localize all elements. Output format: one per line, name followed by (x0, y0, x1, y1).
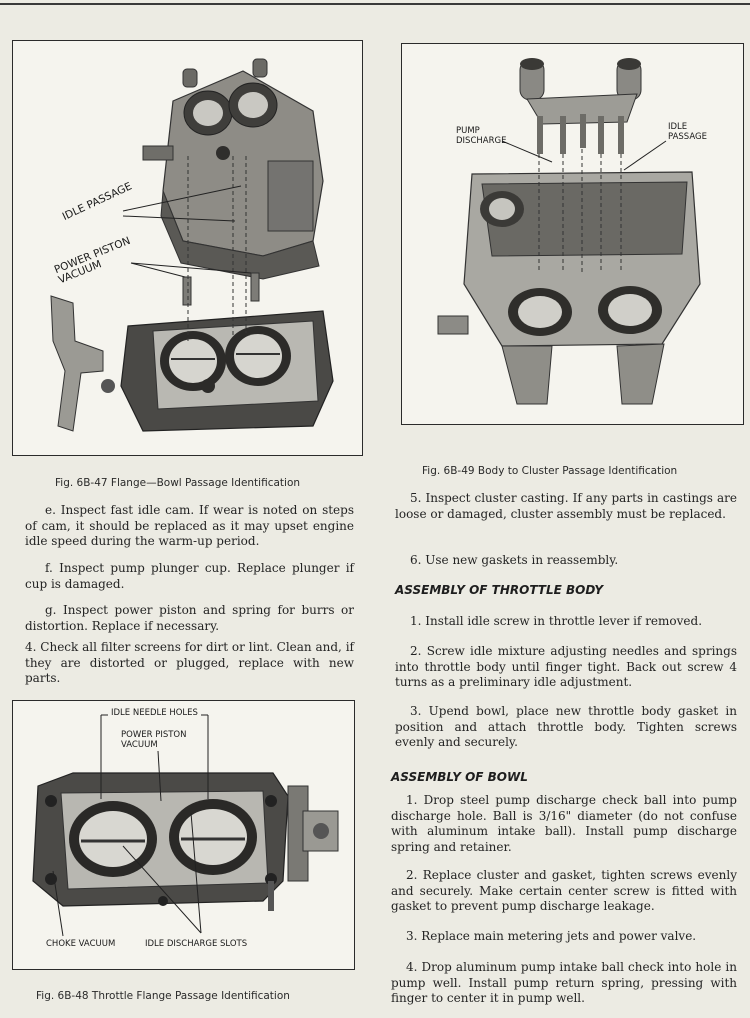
throttle-step-3: 3. Upend bowl, place new throttle body gasket in position and attach throttle body. Tighten screws evenly and securely. (395, 704, 737, 749)
label-idle-passage-49: IDLE PASSAGE (668, 122, 707, 142)
para-f-pump-plunger: f. Inspect pump plunger cup. Replace plunger if cup is damaged. (25, 561, 354, 591)
caption-fig-6b-48: Fig. 6B-48 Throttle Flange Passage Identification (36, 990, 290, 1002)
label-idle-needle-holes: IDLE NEEDLE HOLES (111, 708, 198, 718)
bowl-step-4: 4. Drop aluminum pump intake ball check into hole in pump well. Install pump return spring, pressing with finger to center it in pump well. (391, 960, 737, 1005)
bowl-step-3: 3. Replace main metering jets and power valve. (406, 929, 697, 943)
para-g-power-piston: g. Inspect power piston and spring for burrs or distortion. Replace if necessary. (25, 603, 354, 633)
figure-6b-48 (12, 700, 355, 970)
label-pump-discharge: PUMP DISCHARGE (456, 126, 507, 146)
label-power-piston-vacuum: POWER PISTON VACUUM (52, 234, 133, 287)
label-idle-passage: IDLE PASSAGE (60, 180, 134, 223)
label-idle-discharge-slots: IDLE DISCHARGE SLOTS (145, 939, 248, 949)
bowl-step-2: 2. Replace cluster and gasket, tighten screws evenly and securely. Make certain center screw is fitted with gasket to prevent pump discharge leakage. (391, 868, 737, 913)
para-4-filter-screens: 4. Check all filter screens for dirt or lint. Clean and, if they are distorted or plugged, replace with new parts. (25, 640, 354, 685)
label-power-piston-vacuum-48: POWER PISTON VACUUM (121, 730, 187, 750)
para-e-fast-idle-cam: e. Inspect fast idle cam. If wear is noted on steps of cam, it should be replaced as it may upset engine idle speed during the warm-up period. (25, 503, 354, 548)
label-choke-vacuum: CHOKE VACUUM (46, 939, 116, 949)
caption-fig-6b-49: Fig. 6B-49 Body to Cluster Passage Identification (422, 465, 678, 477)
throttle-step-2: 2. Screw idle mixture adjusting needles and springs into throttle body until finger tight. Back out screw 4 turns as a preliminary idle adjustment. (395, 644, 737, 689)
bowl-step-1: 1. Drop steel pump discharge check ball into pump discharge hole. Ball is 3/16" diameter (do not confuse with aluminum intake ball). Install pump discharge spring and retainer. (391, 793, 737, 854)
figure-6b-47 (12, 40, 363, 456)
para-5-cluster-casting: 5. Inspect cluster casting. If any parts in castings are loose or damaged, cluster assembly must be replaced. (395, 491, 737, 521)
body-cluster-illustration (402, 44, 743, 424)
figure-6b-49 (401, 43, 744, 425)
page-top-rule (0, 3, 750, 5)
heading-assembly-throttle-body: ASSEMBLY OF THROTTLE BODY (395, 583, 604, 597)
heading-assembly-of-bowl: ASSEMBLY OF BOWL (391, 770, 528, 784)
para-6-new-gaskets: 6. Use new gaskets in reassembly. (410, 553, 619, 567)
throttle-step-1: 1. Install idle screw in throttle lever if removed. (410, 614, 703, 628)
flange-bowl-illustration (13, 41, 362, 455)
caption-fig-6b-47: Fig. 6B-47 Flange—Bowl Passage Identification (55, 477, 301, 489)
